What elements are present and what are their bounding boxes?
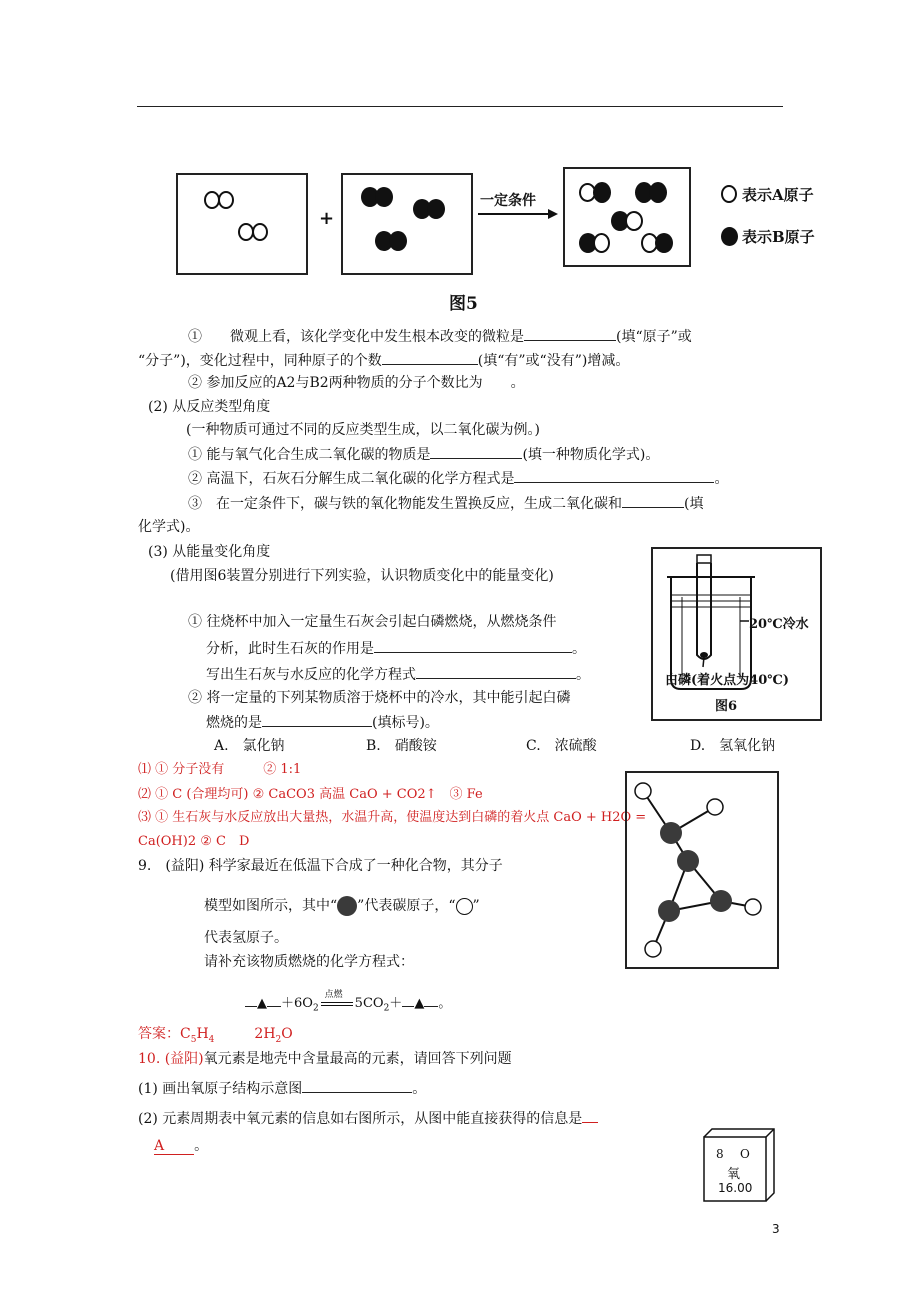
product-box	[563, 167, 691, 267]
answer8-line3: ⑶ ① 生石灰与水反应放出大量热，水温升高，使温度达到白磷的着火点 CaO + H2O =	[138, 810, 647, 825]
element-mass: 16.00	[718, 1181, 753, 1195]
oxygen-element-tile	[698, 1125, 776, 1205]
carbon-atom-icon	[337, 896, 357, 916]
header-rule	[137, 106, 783, 107]
q8-section3-title: (3) 从能量变化角度	[148, 544, 271, 560]
legend-b-label: 表示B原子	[742, 228, 815, 246]
plus-sign: +	[319, 208, 335, 229]
q10-line1: 10. (益阳)氧元素是地壳中含量最高的元素，请回答下列问题	[138, 1051, 512, 1067]
q9-line2: 模型如图所示，其中“ ”代表碳原子，“ ”	[204, 898, 480, 914]
c5h4-molecule-icon	[627, 773, 777, 967]
legend-b-atom-icon	[721, 227, 738, 246]
q8-part1-line2: “分子”)，变化过程中，同种原子的个数 (填“有”或“没有”)增减。	[138, 350, 629, 371]
q8-section3-item2-line2: 燃烧的是 (填标号)。	[206, 712, 439, 733]
arrow-label: 一定条件	[480, 193, 536, 209]
q8-section2-item2: ② 高温下，石灰石分解生成二氧化碳的化学方程式是 。	[188, 468, 728, 489]
option-c: C. 浓硫酸	[526, 738, 597, 754]
q8-section3-item1-line1: ① 往烧杯中加入一定量生石灰会引起白磷燃烧，从燃烧条件	[188, 614, 557, 630]
figure-6-caption: 图6	[715, 699, 738, 714]
figure-6-phosphorus-label: 白磷(着火点为40℃)	[665, 673, 789, 688]
element-name: 氧	[727, 1167, 741, 1182]
answer8-line2: ⑵ ① C (合理均可) ② CaCO3 高温 CaO + CO2↑ ③ Fe	[138, 787, 483, 802]
answer8-line1: ⑴ ① 分子没有 ② 1:1	[138, 762, 302, 777]
q10-line4: A 。	[154, 1138, 209, 1154]
q8-part1-line3: ② 参加反应的A2与B2两种物质的分子个数比为 。	[188, 375, 525, 391]
reaction-arrow-icon	[476, 208, 560, 220]
figure-5-caption: 图5	[449, 294, 478, 314]
page-number: 3	[772, 1222, 780, 1236]
triangle-mark-icon: ▲	[414, 996, 425, 1011]
reactant-a2-box	[176, 173, 308, 275]
beaker-apparatus-icon	[653, 549, 820, 719]
option-a: A. 氯化钠	[214, 738, 285, 754]
triangle-mark-icon: ▲	[257, 996, 267, 1011]
reactant-b2-box	[341, 173, 473, 275]
q8-section2-item3-cont: 化学式)。	[138, 519, 200, 535]
q9-line1: 9. (益阳) 科学家最近在低温下合成了一种化合物，其分子	[138, 858, 503, 874]
q8-section3-note: (借用图6装置分别进行下列实验，认识物质变化中的能量变化)	[170, 568, 554, 584]
figure-6	[651, 547, 822, 721]
q8-section3-item2-line1: ② 将一定量的下列某物质溶于烧杯中的冷水，其中能引起白磷	[188, 690, 571, 706]
q9-equation: ▲ $+6O_2$ 点燃 $5CO_2+$ ▲ 。	[245, 992, 451, 1019]
option-d: D. 氢氧化钠	[690, 738, 776, 754]
figure-6-water-label: 20℃冷水	[749, 617, 809, 632]
element-symbol: O	[740, 1147, 750, 1161]
q9-line3: 代表氢原子。	[204, 930, 288, 946]
q8-part1-line1: ① 微观上看，该化学变化中发生根本改变的微粒是 (填“原子”或	[188, 326, 692, 347]
q10-line2: (1) 画出氧原子结构示意图 。	[138, 1078, 426, 1099]
answer8-line4: Ca(OH)2 ② C D	[138, 834, 250, 849]
molecule-figure	[625, 771, 779, 969]
q8-section2-title: (2) 从反应类型角度	[148, 399, 271, 415]
q8-section2-note: (一种物质可通过不同的反应类型生成，以二氧化碳为例。)	[186, 422, 540, 438]
legend-a-label: 表示A原子	[742, 186, 814, 204]
q8-section2-item3: ③ 在一定条件下，碳与铁的氧化物能发生置换反应，生成二氧化碳和 (填	[188, 493, 703, 514]
element-number: 8	[716, 1147, 724, 1161]
q8-section3-item1-line2: 分析，此时生石灰的作用是 。	[206, 638, 586, 659]
legend-a-atom-icon	[721, 185, 737, 203]
option-b: B. 硝酸铵	[366, 738, 437, 754]
hydrogen-atom-icon	[456, 898, 473, 915]
q8-section3-item1-line3: 写出生石灰与水反应的化学方程式 。	[206, 664, 590, 685]
q9-answer: 答案：$C_5H_4$ $2H_2O$	[138, 1026, 293, 1045]
q8-section2-item1: ① 能与氧气化合生成二氧化碳的物质是 (填一种物质化学式)。	[188, 444, 659, 465]
q10-line3: (2) 元素周期表中氧元素的信息如右图所示，从图中能直接获得的信息是	[138, 1108, 598, 1129]
q9-line4: 请补充该物质燃烧的化学方程式：	[204, 954, 414, 970]
